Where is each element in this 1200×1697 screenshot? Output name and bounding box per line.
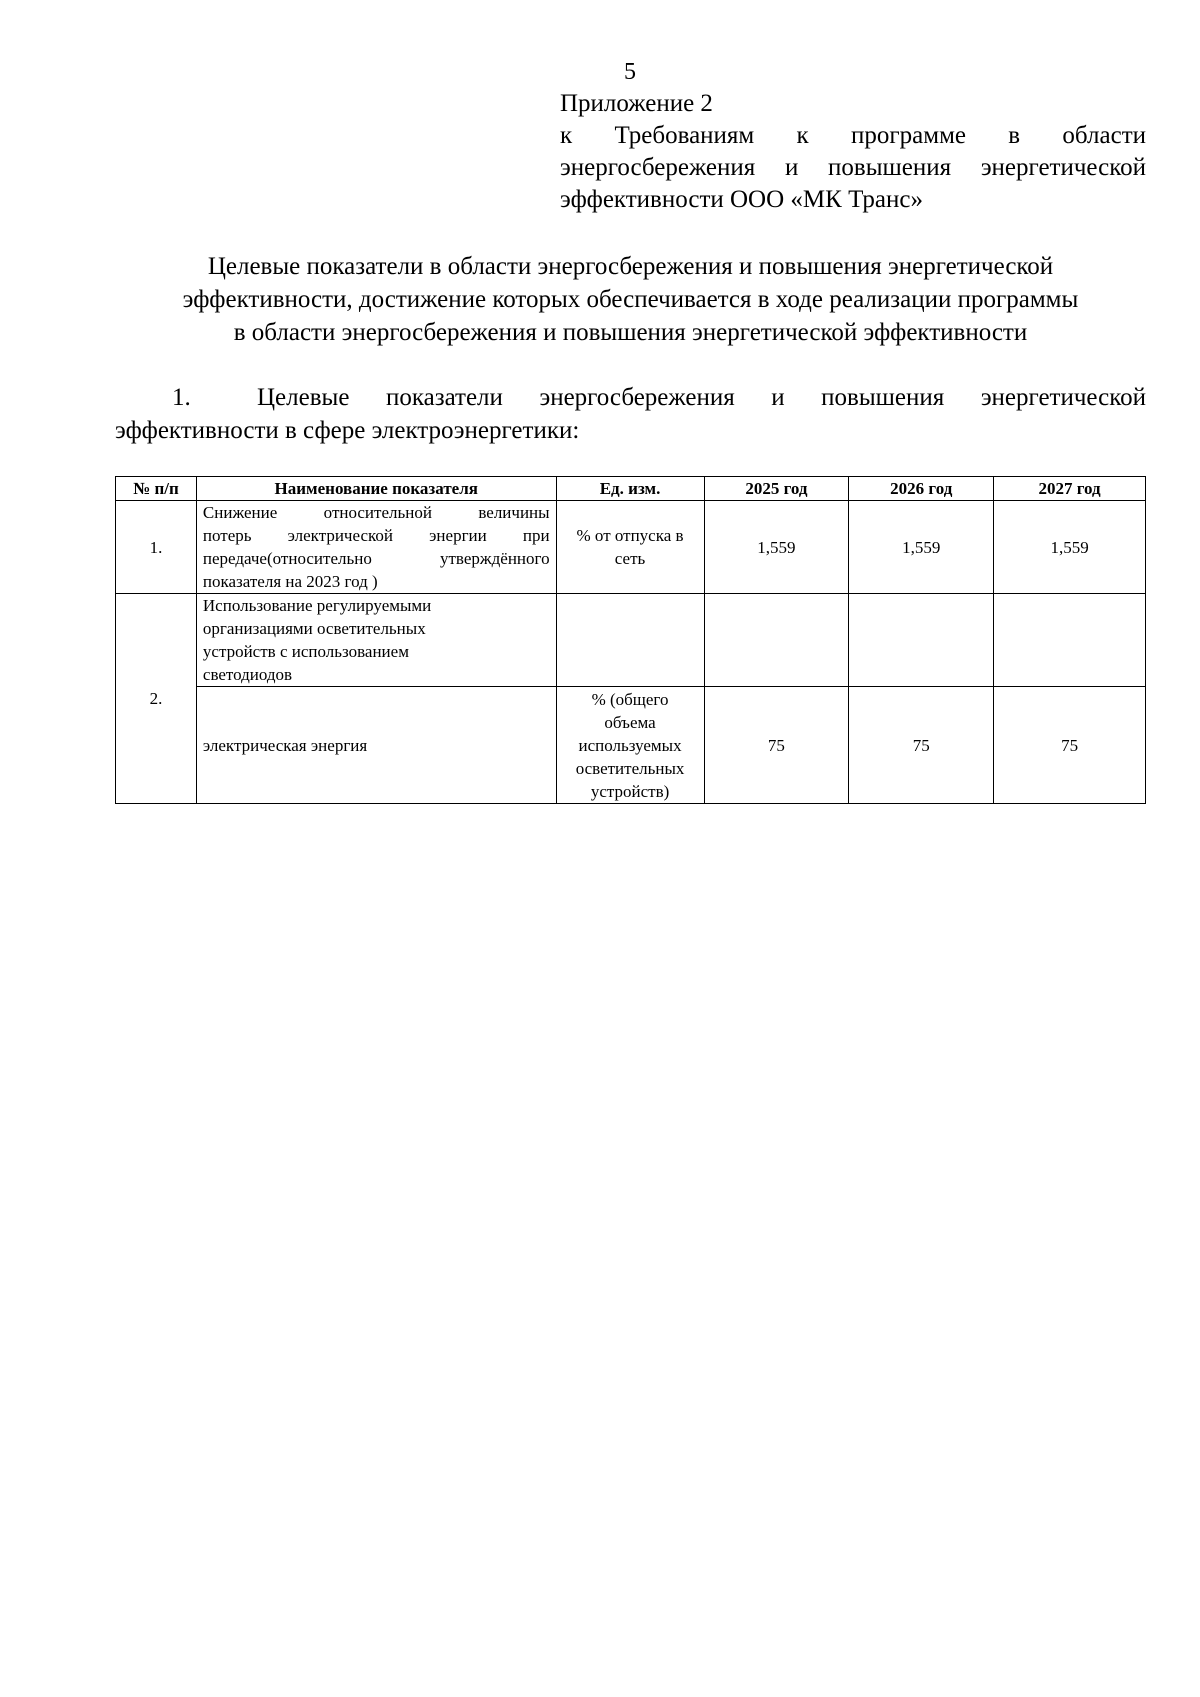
section-title-text: Целевые показатели энергосбережения и повышения энергетической [257,384,1146,411]
indicator-name-line: Снижение относительной величины [202,503,550,522]
table-header-row [116,477,1146,501]
indicator-name-line: передаче(относительно утверждённого [202,549,550,568]
heading-line: эффективности, достижение которых обеспечивается в ходе реализации программы [182,286,1079,313]
value-cell-2025: 75 [704,687,849,804]
unit-line: осветительных [575,758,685,778]
value-cell-2027: 75 [994,687,1146,804]
indicator-name-line: Использование регулируемыми [202,596,432,615]
table-row [116,594,1146,687]
page-number: 5 [624,59,636,85]
value-cell-2026: 75 [849,687,994,804]
unit-cell: % от отпуска в сеть [556,501,704,594]
section-title [115,381,1146,447]
row-number: 1. [116,501,197,594]
indicator-name-line: устройств с использованием [202,642,409,661]
appendix-line: эффективности ООО «МК Транс» [560,186,923,213]
header-cell-year: 2026 год [849,477,994,501]
targets-table [115,476,1146,804]
section-number: 1. [172,384,191,411]
header-cell-year: 2027 год [994,477,1146,501]
value-cell-2026 [849,594,994,687]
indicator-name [196,501,556,594]
appendix-line: к Требованиям к программе в области [560,122,1146,149]
indicator-name-line: показателя на 2023 год ) [202,572,378,591]
appendix-line: энергосбережения и повышения энергетической [560,154,1146,181]
indicator-name-line: потерь электрической энергии при [202,526,550,545]
unit-line: % (общего [591,689,669,709]
heading-line: в области энергосбережения и повышения энергетической эффективности [233,319,1028,346]
value-cell-2027 [994,594,1146,687]
value-cell-2025: 1,559 [704,501,849,594]
unit-line: используемых [578,735,682,755]
header-cell-number: № п/п [116,477,197,501]
heading-line: Целевые показатели в области энергосбережения и повышения энергетической [207,253,1054,280]
row-number: 2. [116,594,197,804]
header-cell-name: Наименование показателя [196,477,556,501]
document-heading [115,250,1146,349]
table-row [116,501,1146,594]
section-title-line [115,381,1146,414]
unit-cell [556,687,704,804]
header-cell-unit: Ед. изм. [556,477,704,501]
table-row [116,687,1146,804]
appendix-title: Приложение 2 [560,90,713,117]
unit-line: объема [604,712,656,732]
indicator-name-line: организациями осветительных [202,619,426,638]
appendix-block [560,88,1146,216]
value-cell-2027: 1,559 [994,501,1146,594]
indicator-name [196,594,556,687]
unit-cell [556,594,704,687]
indicator-sub-name: электрическая энергия [196,687,556,804]
unit-line: устройств) [590,781,670,801]
header-cell-year: 2025 год [704,477,849,501]
section-title-line: эффективности в сфере электроэнергетики: [115,417,580,444]
value-cell-2025 [704,594,849,687]
value-cell-2026: 1,559 [849,501,994,594]
indicator-name-line: светодиодов [202,665,293,684]
